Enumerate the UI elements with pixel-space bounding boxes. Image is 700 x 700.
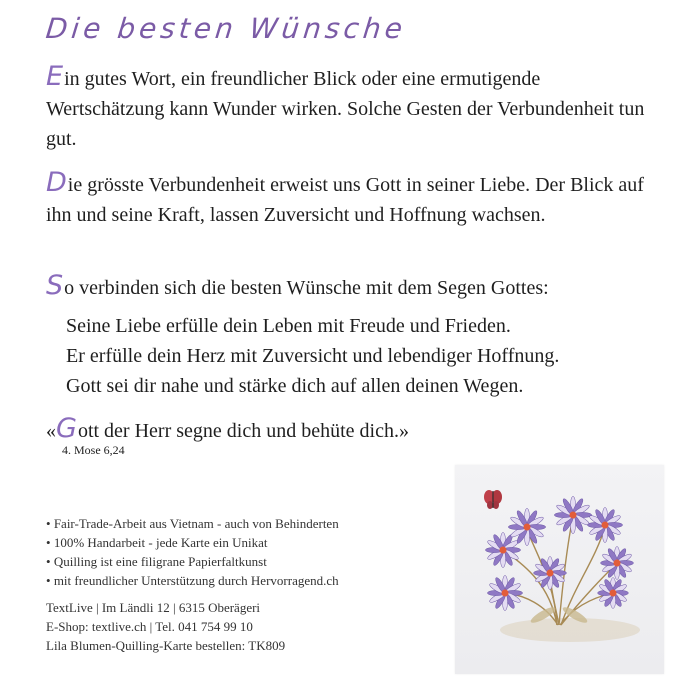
feature-list bbox=[46, 514, 339, 590]
blessing-line: Seine Liebe erfülle dein Leben mit Freude und Frieden. bbox=[66, 315, 511, 337]
flower-head bbox=[554, 496, 591, 533]
bible-quote bbox=[46, 413, 409, 446]
flower-head bbox=[587, 507, 622, 542]
flower-heads bbox=[485, 496, 633, 610]
flower-head bbox=[534, 557, 567, 590]
flower-head bbox=[487, 575, 522, 610]
drop-cap: S bbox=[46, 270, 64, 301]
list-item: • 100% Handarbeit - jede Karte ein Unikat bbox=[46, 533, 339, 552]
order-line: Lila Blumen-Quilling-Karte bestellen: TK809 bbox=[46, 638, 286, 653]
contact-block bbox=[46, 598, 285, 655]
blessing-block bbox=[66, 311, 559, 401]
quilling-card-image bbox=[455, 465, 664, 674]
page-title: Die besten Wünsche bbox=[44, 12, 408, 45]
blessing-line: Er erfülle dein Herz mit Zuversicht und lebendiger Hoffnung. bbox=[66, 345, 560, 367]
address-line: TextLive | Im Ländli 12 | 6315 Oberägeri bbox=[46, 600, 261, 615]
paragraph-text: o verbinden sich die besten Wünsche mit dem Segen Gottes: bbox=[64, 277, 549, 299]
drop-cap: D bbox=[46, 167, 67, 198]
flower-head bbox=[485, 532, 520, 567]
blessing-line: Gott sei dir nahe und stärke dich auf allen deinen Wegen. bbox=[66, 375, 524, 397]
paragraph-text: ie grösste Verbundenheit erweist uns Gott in seiner Liebe. Der Blick auf ihn und seine Kraft, lassen Zuversicht und Hoffnung wachsen. bbox=[46, 174, 644, 226]
list-item: • Quilling ist eine filigrane Papierfaltkunst bbox=[46, 552, 339, 571]
flower-head bbox=[598, 578, 629, 609]
shop-line: E-Shop: textlive.ch | Tel. 041 754 99 10 bbox=[46, 619, 253, 634]
drop-cap: G bbox=[56, 413, 77, 444]
flower-head bbox=[508, 508, 545, 545]
drop-cap: E bbox=[46, 61, 64, 92]
paragraph-text: in gutes Wort, ein freundlicher Blick oder eine ermutigende Wertschätzung kann Wunder wirken. Solche Gesten der Verbundenheit tun gut. bbox=[46, 68, 645, 150]
quote-reference: 4. Mose 6,24 bbox=[62, 443, 125, 457]
paragraph-3 bbox=[46, 270, 656, 303]
list-item: • mit freundlicher Unterstützung durch Hervorragend.ch bbox=[46, 571, 339, 590]
butterfly-icon bbox=[484, 490, 502, 509]
flower-illustration bbox=[455, 465, 664, 674]
quote-open-mark: « bbox=[46, 420, 56, 442]
paragraph-1 bbox=[46, 61, 656, 154]
list-item: • Fair-Trade-Arbeit aus Vietnam - auch von Behinderten bbox=[46, 514, 339, 533]
quote-text: ott der Herr segne dich und behüte dich.» bbox=[77, 420, 409, 442]
paragraph-2 bbox=[46, 167, 656, 230]
